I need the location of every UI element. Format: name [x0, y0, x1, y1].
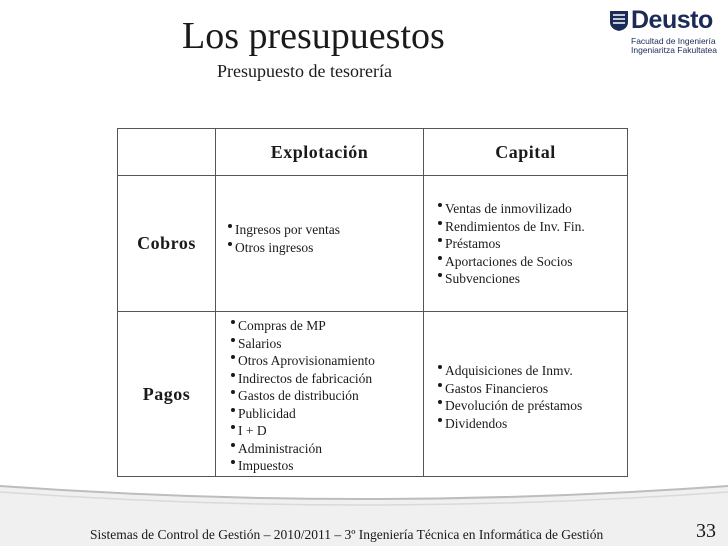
cobros-explotacion-cell: [215, 175, 423, 311]
list-item: Aportaciones de Socios: [438, 253, 585, 271]
pagos-capital-list: [438, 362, 582, 432]
list-item: Salarios: [231, 335, 375, 353]
list-item: Gastos Financieros: [438, 380, 582, 398]
slide-title: Los presupuestos: [182, 15, 445, 57]
cobros-explotacion-list: [228, 221, 340, 256]
list-item: Administración: [231, 440, 375, 458]
pagos-capital-cell: [423, 311, 627, 476]
logo-name: Deusto: [631, 6, 713, 34]
list-item: Rendimientos de Inv. Fin.: [438, 218, 585, 236]
pagos-explotacion-list: [231, 317, 375, 475]
row-label-pagos: Pagos: [118, 311, 215, 476]
slide-subtitle: Presupuesto de tesorería: [217, 61, 392, 81]
cobros-capital-list: [438, 200, 585, 288]
logo-line-2: Ingeniaritza Fakultatea: [631, 45, 717, 55]
list-item: Préstamos: [438, 235, 585, 253]
budget-table: [117, 128, 628, 477]
list-item: Compras de MP: [231, 317, 375, 335]
logo-line-1: Facultad de Ingeniería: [631, 36, 716, 46]
list-item: Impuestos: [231, 457, 375, 475]
list-item: Devolución de préstamos: [438, 397, 582, 415]
list-item: Publicidad: [231, 405, 375, 423]
footer-course-text: Sistemas de Control de Gestión – 2010/2011 – 3º Ingeniería Técnica en Informática de Gestión: [90, 527, 604, 542]
list-item: Adquisiciones de Inmv.: [438, 362, 582, 380]
list-item: Gastos de distribución: [231, 387, 375, 405]
pagos-explotacion-cell: [215, 311, 423, 476]
cobros-capital-cell: [423, 175, 627, 311]
list-item: Subvenciones: [438, 270, 585, 288]
list-item: Dividendos: [438, 415, 582, 433]
header-capital: Capital: [423, 129, 627, 175]
header-corner-cell: [118, 129, 215, 175]
deusto-shield-icon: [609, 10, 629, 32]
row-label-cobros: Cobros: [118, 175, 215, 311]
list-item: Ventas de inmovilizado: [438, 200, 585, 218]
list-item: Otros Aprovisionamiento: [231, 352, 375, 370]
list-item: Ingresos por ventas: [228, 221, 340, 239]
list-item: Otros ingresos: [228, 239, 340, 257]
list-item: I + D: [231, 422, 375, 440]
list-item: Indirectos de fabricación: [231, 370, 375, 388]
university-logo: [609, 6, 721, 56]
page-number: 33: [696, 520, 716, 542]
header-explotacion: Explotación: [215, 129, 423, 175]
